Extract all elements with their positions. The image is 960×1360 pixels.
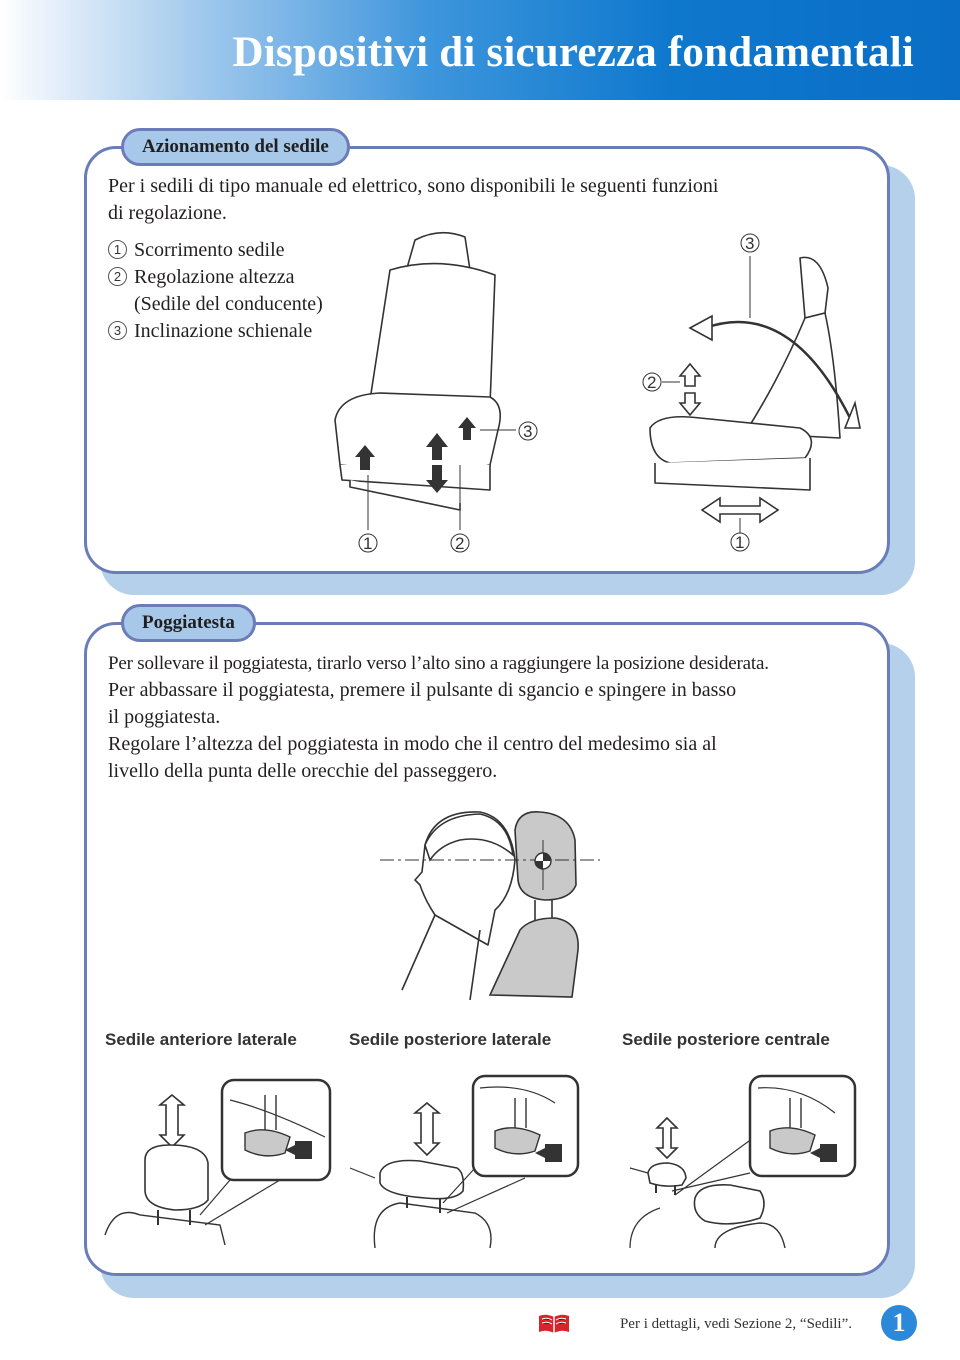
- headrest-line-2: Per abbassare il poggiatesta, premere il pulsante di sgancio e spingere in basso: [108, 679, 737, 701]
- headrest-line-5: livello della punta delle orecchie del passeggero.: [108, 760, 498, 782]
- rear-side-headrest-illustration: [345, 1073, 585, 1253]
- number-2-icon: 2: [108, 267, 127, 286]
- page-title: Dispositivi di sicurezza fondamentali: [232, 29, 914, 76]
- number-1-icon: 1: [108, 240, 127, 259]
- book-icon: [537, 1312, 571, 1334]
- caption-rear-center-seat: Sedile posteriore centrale: [622, 1030, 830, 1049]
- seat-list-label: Scorrimento sedile: [134, 239, 285, 261]
- callout-1: 1: [363, 534, 373, 553]
- seat-list-item-1: [108, 237, 285, 264]
- front-side-headrest-illustration: [100, 1075, 340, 1255]
- seat-list-label: Inclinazione schienale: [134, 320, 313, 342]
- headrest-line-4: Regolare l’altezza del poggiatesta in modo che il centro del medesimo sia al: [108, 733, 717, 755]
- seat-list-item-2-note: (Sedile del conducente): [134, 293, 323, 315]
- callout-3-side: 3: [745, 234, 755, 253]
- headrest-line-3: il poggiatesta.: [108, 706, 221, 728]
- page-number: 1: [881, 1305, 917, 1341]
- seat-list-item-2: [108, 264, 294, 291]
- number-3-icon: 3: [108, 321, 127, 340]
- seat-intro-line2: di regolazione.: [108, 202, 227, 224]
- seat-front-illustration: [320, 225, 560, 565]
- callout-2: 2: [455, 534, 465, 553]
- seat-side-illustration: [630, 228, 870, 568]
- headrest-section-tab: Poggiatesta: [121, 604, 256, 642]
- headrest-position-illustration: [380, 800, 610, 1000]
- seat-intro-line1: Per i sedili di tipo manuale ed elettrico, sono disponibili le seguenti funzioni: [108, 175, 719, 197]
- callout-1-side: 1: [735, 533, 745, 552]
- seat-list-label: Regolazione altezza: [134, 266, 295, 288]
- footer-reference: Per i dettagli, vedi Sezione 2, “Sedili”.: [619, 1316, 852, 1332]
- callout-2-side: 2: [647, 373, 657, 392]
- seat-list-item-3: [108, 318, 312, 345]
- callout-3: 3: [523, 422, 533, 441]
- rear-center-headrest-illustration: [620, 1073, 860, 1253]
- caption-front-side-seat: Sedile anteriore laterale: [105, 1030, 297, 1049]
- headrest-line-1: Per sollevare il poggiatesta, tirarlo verso l’alto sino a raggiungere la posizione desiderata.: [108, 653, 769, 674]
- caption-rear-side-seat: Sedile posteriore laterale: [349, 1030, 552, 1049]
- seat-section-tab: Azionamento del sedile: [121, 128, 350, 166]
